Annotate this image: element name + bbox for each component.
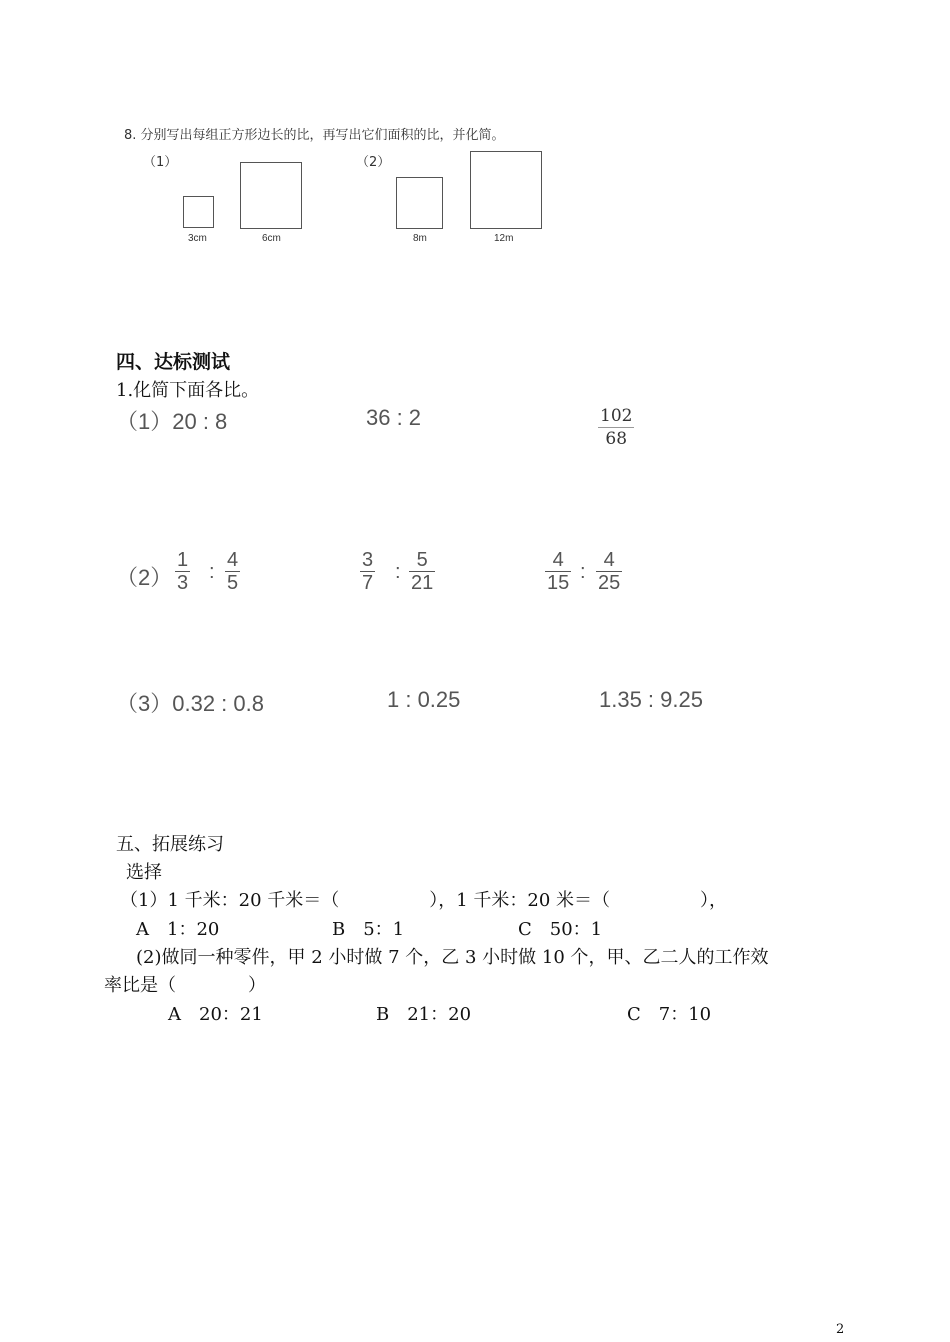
q1-option-a: A 1：20 (136, 919, 220, 940)
row2-b-frac1 (360, 549, 375, 594)
numerator: 5 (416, 549, 428, 571)
q2-option-b: B 21：20 (376, 1004, 472, 1025)
denominator: 3 (177, 572, 189, 594)
square-12m-label: 12m (494, 233, 514, 244)
q8-instruction: 8. 分别写出每组正方形边长的比，再写出它们面积的比，并化简。 (124, 128, 505, 143)
row1-b: 36 : 2 (366, 405, 422, 430)
numerator: 4 (227, 549, 239, 571)
q8-group1-label: （1） (143, 155, 178, 170)
section5-q2-line1: (2)做同一种零件，甲 2 小时做 7 个，乙 3 小时做 10 个，甲、乙二人的工作效 (136, 947, 769, 968)
denominator: 15 (547, 572, 570, 594)
row2-b-colon: : (395, 561, 401, 583)
q8-group2-label: （2） (356, 155, 391, 170)
section5-title: 五、拓展练习 (116, 834, 224, 855)
row2-c-frac2 (596, 549, 622, 594)
numerator: 3 (362, 549, 374, 571)
section5-q2-line2: 率比是（ ） (104, 975, 266, 996)
q1-option-c: C 50：1 (518, 919, 603, 940)
row3-a: （3）0.32 : 0.8 (116, 691, 264, 716)
square-3cm (183, 196, 214, 228)
numerator: 4 (552, 549, 564, 571)
numerator: 4 (603, 549, 615, 571)
denominator: 25 (598, 572, 621, 594)
square-12m (470, 151, 542, 229)
square-6cm (240, 162, 302, 229)
square-8m (396, 177, 443, 229)
row2-c-frac1 (545, 549, 571, 594)
square-3cm-label: 3cm (188, 233, 207, 244)
row1-c-numerator: 102 (600, 406, 633, 426)
row1-c-denominator: 68 (605, 429, 628, 449)
square-6cm-label: 6cm (262, 233, 281, 244)
denominator: 7 (362, 572, 374, 594)
denominator: 5 (227, 572, 239, 594)
page-number: 2 (836, 1322, 845, 1337)
row2-label: （2） (116, 565, 173, 590)
q2-option-c: C 7：10 (627, 1004, 712, 1025)
numerator: 1 (177, 549, 189, 571)
q1-option-b: B 5：1 (332, 919, 405, 940)
row2-b-frac2 (409, 549, 435, 594)
row3-c: 1.35 : 9.25 (599, 687, 703, 712)
square-8m-label: 8m (413, 233, 427, 244)
denominator: 21 (411, 572, 434, 594)
row2-a-frac1 (175, 549, 190, 594)
section4-q1: 1.化简下面各比。 (116, 380, 260, 401)
section5-subtitle: 选择 (126, 862, 162, 883)
row3-b: 1 : 0.25 (387, 687, 461, 712)
q2-option-a: A 20：21 (168, 1004, 263, 1025)
section4-title: 四、达标测试 (116, 351, 231, 373)
row2-a-colon: : (209, 561, 215, 583)
row1-a: （1）20 : 8 (116, 409, 228, 434)
row2-c-colon: : (580, 561, 586, 583)
section5-q1: （1）1 千米：20 千米＝（ ），1 千米：20 米＝（ ）， (120, 890, 728, 911)
row1-c-fraction (598, 405, 634, 450)
row2-a-frac2 (225, 549, 240, 594)
